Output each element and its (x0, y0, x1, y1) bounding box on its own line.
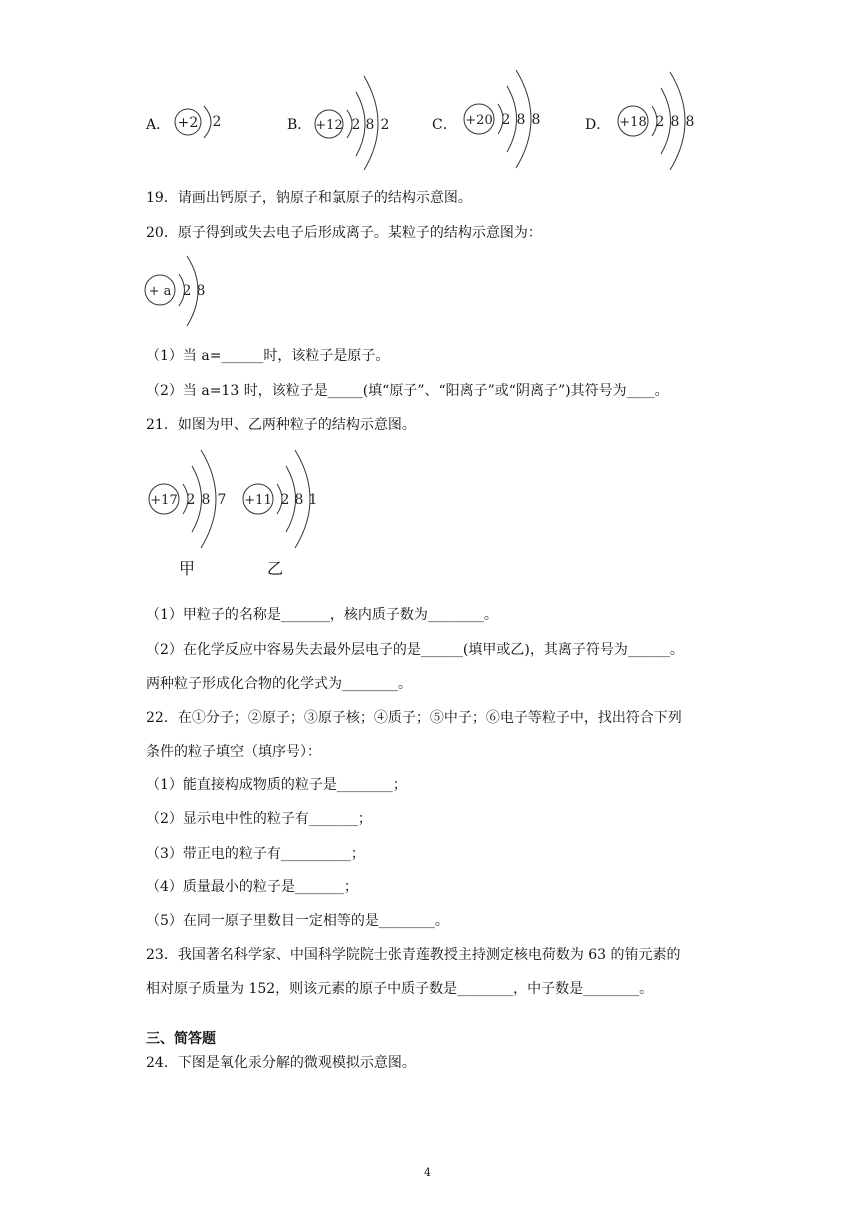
nucleus-label: +17 (150, 493, 178, 508)
page-number: 4 (424, 1166, 431, 1179)
shell-electrons: 2 (186, 492, 196, 508)
option-d-diagram (614, 70, 704, 172)
option-a-label: A． (146, 117, 171, 133)
question-22-item: （4）质量最小的粒子是_______； (146, 879, 358, 895)
shell-electrons: 2 (380, 117, 390, 133)
shell-electrons: 8 (365, 117, 375, 133)
question-21-part-2: （2）在化学反应中容易失去最外层电子的是______(填甲或乙)，其离子符号为______。 (146, 642, 684, 658)
shell-electrons: 2 (182, 283, 192, 299)
shell-electrons: 1 (308, 492, 318, 508)
caption-jia: 甲 (179, 559, 196, 578)
shell-electrons: 2 (212, 114, 222, 130)
shell-arc (204, 106, 211, 138)
question-21-part-1: （1）甲粒子的名称是_______，核内质子数为________。 (146, 607, 498, 623)
shell-electrons: 8 (201, 492, 211, 508)
nucleus-label: +2 (177, 115, 199, 131)
shell-electrons: 2 (280, 492, 290, 508)
nucleus-label: +20 (465, 113, 493, 128)
question-23-line-2: 相对原子质量为 152，则该元素的原子中质子数是________，中子数是________。 (146, 981, 654, 997)
question-22-stem-1: 22．在①分子；②原子；③原子核；④质子；⑤中子；⑥电子等粒子中，找出符合下列 (146, 710, 682, 726)
shell-electrons: 8 (196, 283, 206, 299)
option-d-label: D． (585, 117, 611, 133)
question-24: 24．下图是氧化汞分解的微观模拟示意图。 (146, 1055, 416, 1071)
shell-electrons: 8 (516, 112, 526, 128)
shell-electrons: 8 (685, 114, 695, 130)
question-22-item: （5）在同一原子里数目一定相等的是________。 (146, 913, 449, 929)
option-c-diagram (460, 66, 550, 172)
question-20-part-2: （2）当 a=13 时，该粒子是_____(填“原子”、“阳离子”或“阴离子”)其符号为____。 (146, 383, 669, 399)
nucleus-label: +18 (619, 115, 647, 130)
shell-electrons: 8 (531, 112, 541, 128)
question-20-diagram (143, 254, 213, 328)
shell-electrons: 7 (217, 492, 227, 508)
question-22-stem-2: 条件的粒子填空（填序号）： (146, 744, 321, 760)
nucleus-label: +12 (315, 118, 343, 133)
section-heading: 三、简答题 (146, 1031, 216, 1047)
question-22-item: （2）显示电中性的粒子有_______； (146, 811, 372, 827)
question-19: 19．请画出钙原子，钠原子和氯原子的结构示意图。 (146, 190, 472, 206)
question-22-item: （3）带正电的粒子有__________； (146, 846, 365, 862)
option-b-label: B． (287, 117, 312, 133)
question-21-yi-diagram (240, 448, 330, 550)
shell-electrons: 2 (351, 117, 361, 133)
shell-electrons: 8 (294, 492, 304, 508)
shell-electrons: 8 (670, 114, 680, 130)
option-b-diagram (312, 72, 392, 172)
nucleus-label: + a (148, 284, 172, 299)
question-20-part-1: （1）当 a=______时，该粒子是原子。 (146, 348, 390, 364)
question-20-stem: 20．原子得到或失去电子后形成离子。某粒子的结构示意图为： (146, 225, 542, 241)
nucleus-label: +11 (244, 493, 272, 508)
caption-yi: 乙 (267, 559, 284, 578)
option-c-label: C． (432, 117, 457, 133)
option-a-diagram (170, 100, 230, 144)
question-21-part-2-cont: 两种粒子形成化合物的化学式为________。 (146, 676, 412, 692)
question-21-stem: 21．如图为甲、乙两种粒子的结构示意图。 (146, 417, 416, 433)
question-23-line-1: 23．我国著名科学家、中国科学院院士张青莲教授主持测定核电荷数为 63 的铕元素的 (146, 947, 681, 963)
shell-electrons: 2 (501, 112, 511, 128)
question-22-item: （1）能直接构成物质的粒子是________； (146, 777, 407, 793)
shell-electrons: 2 (655, 114, 665, 130)
question-21-jia-diagram (146, 448, 236, 550)
